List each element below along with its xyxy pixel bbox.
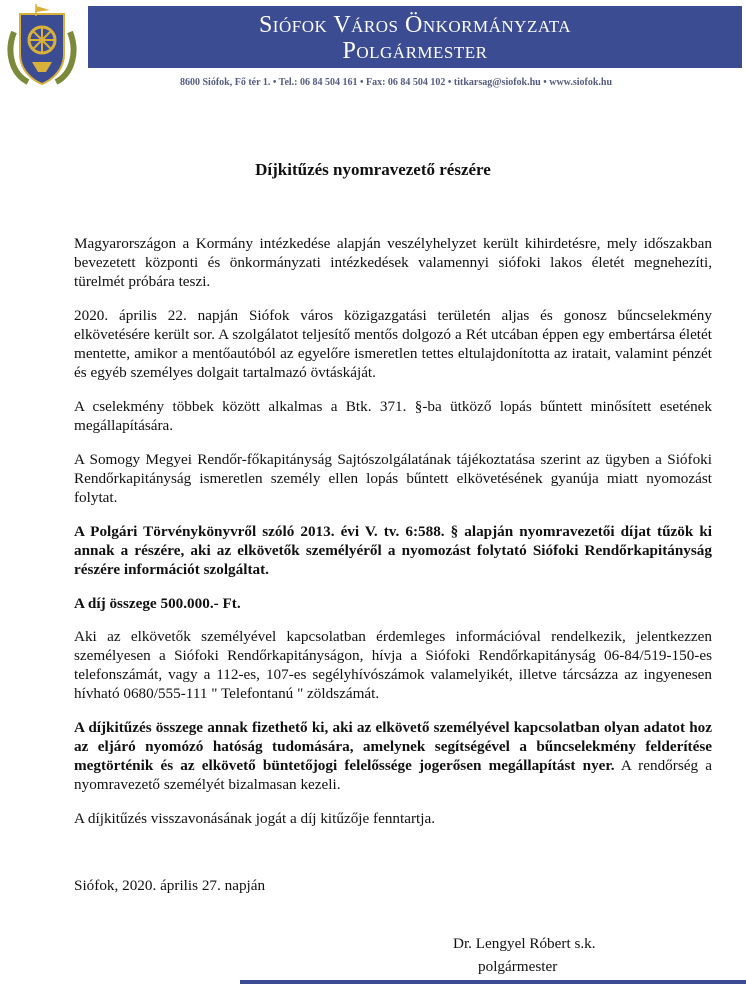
paragraph: A díjkitűzés visszavonásának jogát a díj kitűzője fenntartja. xyxy=(74,810,436,827)
payment-conditions-bold: A díjkitűzés összege annak fizethető ki, aki az elkövető személyével kapcsolatban olyan adatot hoz az eljáró nyomózó hatóság tudomására, amelynek segítségével a bűncselekmény felderítése megtörténik és az elkövető büntetőjogi felelőssége jogerősen megállapítást nyer. xyxy=(74,719,712,774)
paragraph: A cselekmény többek között alkalmas a Btk. 371. §-ba ütköző lopás bűntett minősített esetének megállapítására. xyxy=(74,398,712,434)
document-body xyxy=(74,234,712,843)
paragraph-reward-legal-basis: A Polgári Törvénykönyvről szóló 2013. évi V. tv. 6:588. § alapján nyomravezetői díjat tűzök ki annak a részére, aki az elkövetők személyéről a nyomozást folytató Siófoki Rendőrkapitányság részére információt szolgáltat. xyxy=(74,523,712,578)
confidentiality-note: A rendőrség a nyomravezető személyét bizalmasan kezeli. xyxy=(74,757,712,793)
paragraph: A Somogy Megyei Rendőr-főkapitányság Sajtószolgálatának tájékoztatása szerint az ügyben a Siófoki Rendőrkapitányság ismeretlen személy ellen lopás bűntett elkövetésének gyanúja miatt nyomozást folytat. xyxy=(74,451,712,506)
document-title: Díjkitűzés nyomravezető részére xyxy=(255,160,491,179)
header-title: Siófok Város Önkormányzata xyxy=(258,12,572,38)
header-subtitle: Polgármester xyxy=(342,38,488,64)
city-coat-of-arms-icon xyxy=(6,2,78,90)
paragraph: Magyarországon a Kormány intézkedése alapján veszélyhelyzet került kihirdetésre, mely időszakban bevezetett központi és önkormányzati intézkedések valamennyi siófoki lakos életét megnehezíti, türelmét próbára teszi. xyxy=(74,235,712,290)
signature-title: polgármester xyxy=(478,958,558,975)
paragraph-payment-conditions xyxy=(74,718,712,794)
header-banner xyxy=(88,6,742,68)
paragraph: 2020. április 22. napján Siófok város közigazgatási területén aljas és gonosz bűncselekmény elkövetésére került sor. A szolgálatot teljesítő mentős dolgozó a Rét utcában éppen egy embertársa életét mentette, amikor a mentőautóból az egyelőre ismeretlen tettes eltulajdonította az iratait, valamint pénzét és egyéb személyes dolgait tartalmazó övtáskáját. xyxy=(74,307,712,381)
signature-name: Dr. Lengyel Róbert s.k. xyxy=(453,935,596,952)
place-and-date: Siófok, 2020. április 27. napján xyxy=(74,877,266,894)
footer-strip xyxy=(240,980,746,984)
paragraph: Aki az elkövetők személyével kapcsolatban érdemleges információval rendelkezik, jelentkezzen személyesen a Siófoki Rendőrkapitányságon, hívja a Siófoki Rendőrkapitányság 06-84/519-150-es telefonszámát, vagy a 112-es, 107-es segélyhívószámok valamelyikét, illetve tárcsázza az ingyenesen hívható 0680/555-111 " Telefontanú " zöldszámát. xyxy=(74,628,712,702)
paragraph-reward-amount: A díj összege 500.000.- Ft. xyxy=(74,595,241,612)
header-contact-info: 8600 Siófok, Fő tér 1. • Tel.: 06 84 504 161 • Fax: 06 84 504 102 • titkarsag@siofok.hu • www.siofok.hu xyxy=(180,77,613,88)
